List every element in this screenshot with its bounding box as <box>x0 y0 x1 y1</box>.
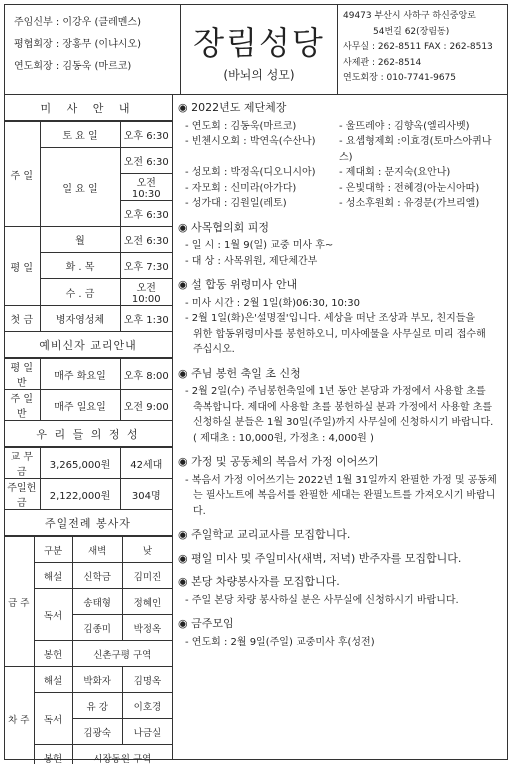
notice-title: ◉ 주일학교 교리교사를 모집합니다. <box>178 528 351 541</box>
rectory-phone: 사제관 : 262-8514 <box>343 57 422 68</box>
role-bonghun: 봉헌 <box>34 745 72 764</box>
sat-time: 오후 6:30 <box>120 122 172 148</box>
name-cell: 김미진 <box>122 563 172 589</box>
notice-line: 축복합니다. 제대에 사용할 초를 봉헌하실 분과 가정에서 사용할 초를 <box>193 401 493 413</box>
notice-line: 는 필사노트에 복음서를 완필한 세대는 완필노트를 가져오시기 바랍니다. <box>193 490 496 517</box>
parish-title: 장림성당 <box>193 24 325 62</box>
notice-line: - 2월 2일(수) 주님봉헌축일에 1년 동안 본당과 가정에서 사용할 초를 <box>185 386 486 397</box>
mass-table <box>4 121 172 332</box>
officer: - 은빛대학 : 전혜경(아눈시아따) <box>339 182 480 194</box>
notice-line: - 2월 1일(화)은'설명절'입니다. 세상을 떠난 조상과 부모, 친지들을 <box>185 313 476 324</box>
offering-row-count: 304명 <box>120 479 172 510</box>
offering-row-label: 교 무 금 <box>4 448 40 479</box>
officer: - 제대회 : 문지숙(요안나) <box>339 167 451 178</box>
notice-line: ( 제대초 : 10,000원, 가정초 : 4,000원 ) <box>193 432 374 444</box>
name-cell: 정혜인 <box>122 589 172 615</box>
address-line-2: 54번길 62(장림동) <box>373 26 450 37</box>
notice-line: - 연도회 : 2월 9일(주일) 교중미사 후(성전) <box>185 636 375 648</box>
head-type: 구분 <box>34 537 72 563</box>
parish-subtitle: (바뇌의 성모) <box>223 68 295 82</box>
notice-title: ◉ 가정 및 공동체의 복음서 가정 이어쓰기 <box>178 455 379 468</box>
notice-retreat <box>178 220 504 270</box>
offering-table <box>4 447 172 510</box>
name-cell: 유 강 <box>72 693 122 719</box>
staff-pastor: 주임신부 : 이강우 (클레멘스) <box>14 17 141 28</box>
notice-line: - 미사 시간 : 2월 1일(화)06:30, 10:30 <box>185 297 361 309</box>
mon-time: 오전 6:30 <box>120 227 172 253</box>
notices-column <box>178 100 504 658</box>
name-cell: 박화자 <box>72 667 122 693</box>
offering-row-count: 42세대 <box>120 448 172 479</box>
catechumen-row-time: 오후 8:00 <box>120 359 172 390</box>
notice-title: ◉ 본당 차량봉사자를 모집합니다. <box>178 575 340 588</box>
notice-memorial-mass <box>178 277 504 358</box>
catechumen-table <box>4 358 172 421</box>
staff-yeondo: 연도회장 : 김동욱 (마르코) <box>14 61 132 72</box>
address-line-1: 49473 부산시 사하구 하신중앙로 <box>343 11 476 21</box>
first-friday-label: 첫 금 <box>4 306 40 332</box>
bonghun-group: 신촌구평 구역 <box>72 641 172 667</box>
bonghun-group: 시장동원 구역 <box>72 745 172 764</box>
notice-line: 주십시오. <box>193 344 235 355</box>
notice-drivers <box>178 574 504 608</box>
contact-phone: 연도회장 : 010-7741-9675 <box>343 73 457 83</box>
name-cell: 김명옥 <box>122 667 172 693</box>
tuethu-time: 오후 7:30 <box>120 253 172 279</box>
offering-row-label: 주일헌금 <box>4 479 40 510</box>
officer: - 성소후원회 : 유경문(가브리엘) <box>339 198 480 209</box>
title-box <box>181 4 338 94</box>
mon-label: 월 <box>40 227 120 253</box>
sat-label: 토 요 일 <box>40 122 120 148</box>
role-bonghun: 봉헌 <box>34 641 72 667</box>
first-friday-name: 병자영성체 <box>40 306 120 332</box>
officer: - 요셉형제회 :이효경(토마스아퀴나스) <box>339 136 492 163</box>
head-day: 낮 <box>122 537 172 563</box>
role-dokseo: 독서 <box>34 693 72 745</box>
role-dokseo: 독서 <box>34 589 72 641</box>
service-title: 주일전례 봉사자 <box>4 510 172 536</box>
tuethu-label: 화 . 목 <box>40 253 120 279</box>
notice-teachers <box>178 527 504 543</box>
head-dawn: 새벽 <box>72 537 122 563</box>
catechumen-row-label: 주 일 반 <box>4 390 40 421</box>
contact-box <box>338 4 508 94</box>
sun-time-1: 오전 6:30 <box>120 148 172 174</box>
weekday-label: 평 일 <box>4 227 40 306</box>
notice-title: ◉ 사목협의회 피정 <box>178 220 269 234</box>
catechumen-row-day: 매주 화요일 <box>40 359 120 390</box>
next-week-label: 차 주 <box>4 667 34 764</box>
notice-organists <box>178 551 504 567</box>
role-haesul: 해설 <box>34 667 72 693</box>
name-cell: 김종미 <box>72 615 122 641</box>
notice-title: ◉ 2022년도 제단체장 <box>178 101 287 114</box>
name-cell: 나금실 <box>122 719 172 745</box>
offering-row-amount: 2,122,000원 <box>40 479 120 510</box>
notice-gospel-copy <box>178 454 504 519</box>
catechumen-row-time: 오전 9:00 <box>120 390 172 421</box>
first-friday-time: 오후 1:30 <box>120 306 172 332</box>
notice-line: 신청하실 분들은 1월 30일(주일)까지 사무실에 신청하시기 바랍니다. <box>193 417 494 428</box>
name-cell: 신학금 <box>72 563 122 589</box>
office-phone: 사무실 : 262-8511 FAX : 262-8513 <box>343 42 493 52</box>
left-column <box>4 95 172 764</box>
sun-label: 일 요 일 <box>40 148 120 227</box>
notice-line: 위한 합동위령미사를 봉헌하오니, 미사예물을 사무실로 미리 접수해 <box>193 328 486 340</box>
officer: - 빈첸시오회 : 박연옥(수산나) <box>185 136 316 147</box>
sun-time-2: 오전 10:30 <box>120 174 172 201</box>
staff-box <box>4 4 181 94</box>
notice-title: ◉ 금주모임 <box>178 617 234 630</box>
notice-title: ◉ 설 합동 위령미사 안내 <box>178 278 298 291</box>
notice-line: - 대 상 : 사목위원, 제단체간부 <box>185 255 318 267</box>
wedfri-time: 오전 10:00 <box>120 279 172 306</box>
notice-line: - 복음서 가정 이어쓰기는 2022년 1월 31일까지 완필한 가정 및 공동체 <box>185 474 497 486</box>
service-table <box>4 536 172 764</box>
notice-meetings <box>178 616 504 650</box>
wedfri-label: 수 . 금 <box>40 279 120 306</box>
offering-title: 우 리 들 의 정 성 <box>4 421 172 447</box>
name-cell: 이호경 <box>122 693 172 719</box>
offering-row-amount: 3,265,000원 <box>40 448 120 479</box>
officer: - 울뜨레야 : 김향옥(엘리사벳) <box>339 120 470 132</box>
this-week-label: 금 주 <box>4 537 34 667</box>
name-cell: 박정옥 <box>122 615 172 641</box>
name-cell: 김광숙 <box>72 719 122 745</box>
notice-candles <box>178 366 504 447</box>
catechumen-title: 예비신자 교리안내 <box>4 332 172 358</box>
catechumen-row-day: 매주 일요일 <box>40 390 120 421</box>
notice-title: ◉ 평일 미사 및 주일미사(새벽, 저녁) 반주자를 모집합니다. <box>178 551 462 565</box>
catechumen-row-label: 평 일 반 <box>4 359 40 390</box>
officers-grid <box>178 119 504 212</box>
notice-line: - 일 시 : 1월 9(일) 교중 미사 후~ <box>185 240 334 251</box>
mass-title: 미 사 안 내 <box>4 95 172 121</box>
sun-time-3: 오후 6:30 <box>120 201 172 227</box>
sunday-label: 주 일 <box>4 122 40 227</box>
officer: - 자모회 : 신미라(아가다) <box>185 182 297 194</box>
officer: - 성모회 : 박정옥(디오니시아) <box>185 167 316 178</box>
name-cell: 송태형 <box>72 589 122 615</box>
officer: - 성가대 : 김원일(레토) <box>185 198 287 209</box>
officer: - 연도회 : 김동욱(마르코) <box>185 120 297 132</box>
staff-president: 평협회장 : 장홍무 (이냐시오) <box>14 39 141 50</box>
notice-title: ◉ 주님 봉헌 축일 초 신청 <box>178 366 301 380</box>
column-divider <box>172 95 173 760</box>
notice-line: - 주일 본당 차량 봉사하실 분은 사무실에 신청하시기 바랍니다. <box>185 594 459 606</box>
notice-officers <box>178 100 504 212</box>
role-haesul: 해설 <box>34 563 72 589</box>
